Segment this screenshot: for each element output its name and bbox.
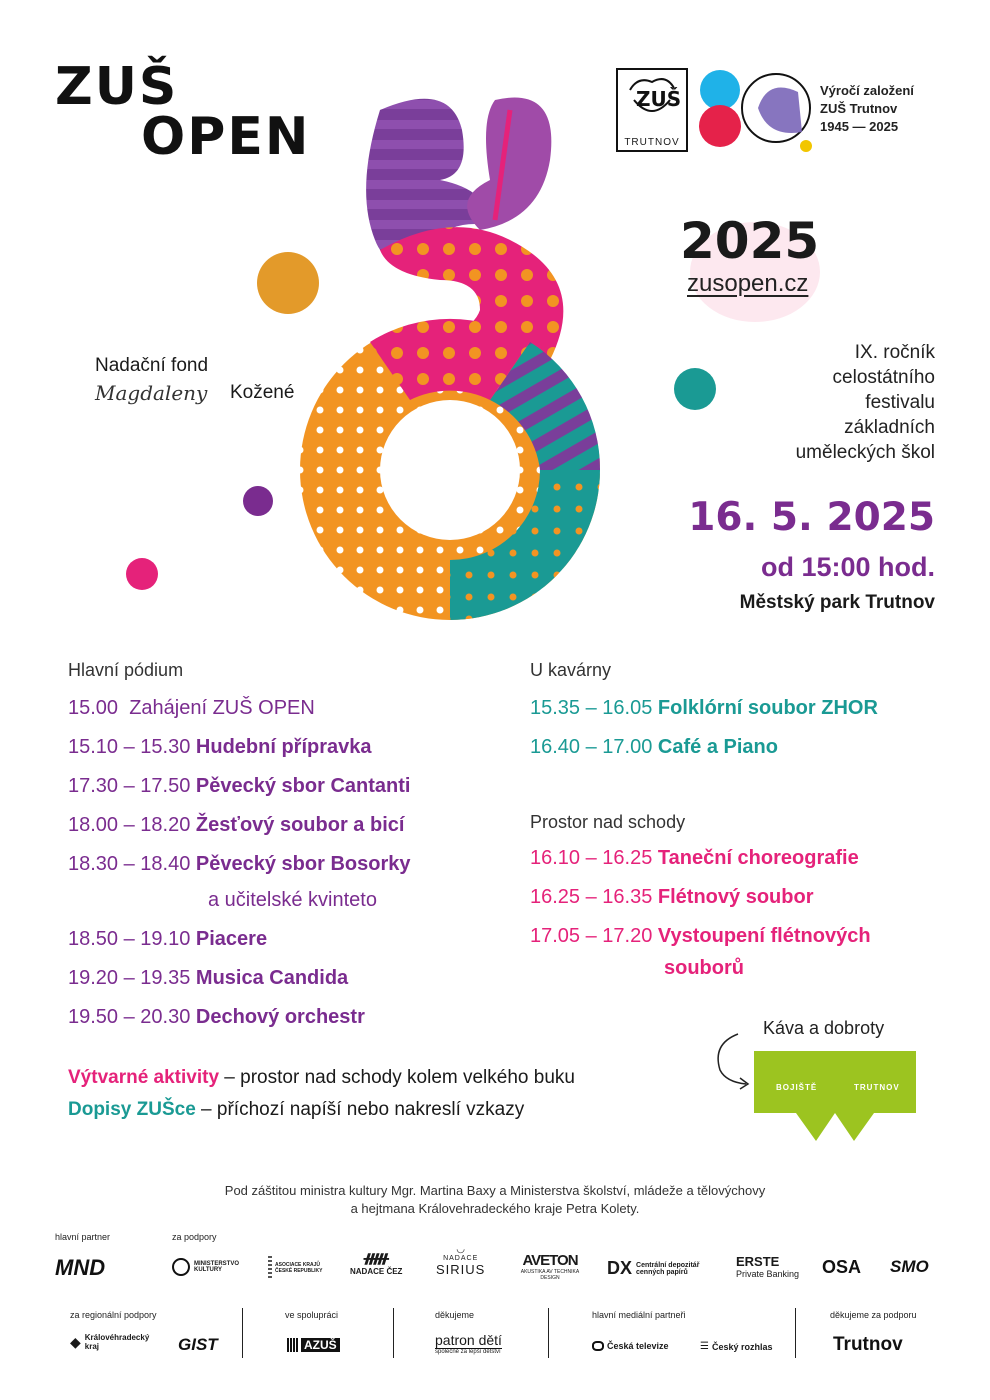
ct-icon <box>592 1341 604 1351</box>
curved-arrow-icon <box>710 1030 760 1090</box>
sirius-text1: NADACE <box>443 1255 479 1262</box>
schedule-time: 16.25 – 16.35 <box>530 886 653 908</box>
festival-place: Městský park Trutnov <box>739 592 935 613</box>
sponsor-azus <box>287 1338 340 1352</box>
zus-s-artwork <box>150 80 670 620</box>
ministry-text: MINISTERSTVO KULTURY <box>194 1261 240 1273</box>
sponsor-nadace-cez <box>350 1250 402 1276</box>
main-stage-schedule <box>68 660 410 1029</box>
foundation-line1: Nadační fond <box>95 355 209 376</box>
cro-text: Český rozhlas <box>711 1341 773 1352</box>
festival-line: základních <box>844 417 935 438</box>
schedule-name: Folklórní soubor ZHOR <box>657 697 878 719</box>
sponsor-aveton <box>520 1252 580 1281</box>
divider <box>242 1308 243 1358</box>
activity-desc: – příchozí napíší nebo nakreslí vzkazy <box>195 1099 525 1120</box>
festival-year: 2025 <box>680 212 820 270</box>
sponsor-ct <box>592 1341 669 1351</box>
ct-text: Česká televize <box>607 1341 669 1351</box>
sponsor-cro <box>700 1341 773 1352</box>
schedule-name: Hudební přípravka <box>195 736 372 758</box>
sponsor-trutnov: Trutnov <box>833 1334 903 1355</box>
cafe-title: U kavárny <box>530 660 612 680</box>
schedule-time: 19.50 – 20.30 <box>68 1006 191 1028</box>
festival-line: festivalu <box>865 392 935 413</box>
anniversary-80-logo <box>698 68 816 154</box>
schedule-item <box>68 696 410 720</box>
schedule-time: 16.40 – 17.00 <box>530 736 653 758</box>
festival-line: celostátního <box>832 367 935 388</box>
sponsor-patron-deti <box>435 1332 502 1355</box>
coffee-logo-left: BOJIŠTĚ <box>776 1083 818 1092</box>
depozitar-text: Centrální depozitář cenných papírů <box>636 1261 700 1276</box>
patron-text: patron dětí <box>435 1332 502 1348</box>
sponsor-gist: GIST <box>178 1335 218 1354</box>
sirius-text2: SIRIUS <box>436 1262 486 1277</box>
anniversary-line3: 1945 — 2025 <box>820 119 899 134</box>
schedule-name: Žesťový soubor a bicí <box>195 814 405 836</box>
schedule-time: 17.05 – 17.20 <box>530 925 653 947</box>
schedule-item <box>530 735 878 759</box>
asociace-text: ASOCIACE KRAJŮ ČESKÉ REPUBLIKY <box>275 1262 323 1274</box>
divider <box>548 1308 549 1358</box>
kraj-icon: ◆ <box>70 1333 81 1350</box>
logo-line2: OPEN <box>141 107 311 167</box>
coffee-logo-right: TRUTNOV <box>854 1083 900 1092</box>
sponsor-kraj <box>70 1333 150 1351</box>
activity-row <box>68 1099 524 1121</box>
thanks-support-label: děkujeme za podporu <box>830 1310 917 1320</box>
regional-label: za regionální podpory <box>70 1310 157 1320</box>
coffee-label: Káva a dobroty <box>763 1018 885 1038</box>
ministry-icon <box>172 1258 190 1276</box>
divider <box>795 1308 796 1358</box>
stairs-title: Prostor nad schody <box>530 812 686 832</box>
schedule-name: Zahájení ZUŠ OPEN <box>129 697 315 719</box>
sponsor-sirius <box>436 1244 485 1277</box>
coffee-logo-shape <box>754 1051 916 1141</box>
anniversary-text <box>820 82 914 136</box>
sponsor-ministerstvo <box>172 1258 246 1276</box>
schedule-time: 15.00 <box>68 697 119 719</box>
sponsor-osa: OSA <box>822 1257 862 1277</box>
schedule-name: Pěvecký sbor Cantanti <box>195 775 411 797</box>
schedule-name: Musica Candida <box>195 967 349 989</box>
activity-row <box>68 1067 575 1089</box>
sirius-icon: ◡ <box>456 1244 466 1255</box>
schedule-item <box>68 774 410 798</box>
activity-name: Dopisy ZUŠce <box>68 1099 196 1120</box>
festival-description <box>695 340 935 465</box>
anniversary-line2: ZUŠ Trutnov <box>820 101 898 116</box>
festival-date: 16. 5. 2025 <box>688 495 935 540</box>
activity-desc: – prostor nad schody kolem velkého buku <box>219 1067 575 1088</box>
deco-dot-pink <box>126 558 158 590</box>
support-label: za podpory <box>172 1232 217 1242</box>
sponsor-asociace <box>268 1256 335 1280</box>
activity-name: Výtvarné aktivity <box>68 1067 220 1088</box>
schedule-item <box>530 924 871 948</box>
schedule-name-extra: souborů <box>664 957 744 979</box>
aveton-text: AVETON <box>522 1252 578 1269</box>
schedule-time: 16.10 – 16.25 <box>530 847 653 869</box>
schedule-item <box>68 927 410 951</box>
schedule-time: 15.35 – 16.05 <box>530 697 653 719</box>
schedule-time: 19.20 – 19.35 <box>68 967 191 989</box>
schedule-name: Taneční choreografie <box>657 847 859 869</box>
foundation-signature-text: Magdaleny <box>95 381 208 405</box>
stairs-schedule <box>530 812 871 980</box>
schedule-time: 18.30 – 18.40 <box>68 853 191 875</box>
cez-text: NADACE ČEZ <box>350 1267 403 1276</box>
deco-dot-purple <box>243 486 273 516</box>
divider <box>393 1308 394 1358</box>
schedule-item <box>68 852 410 876</box>
s-ring-hole <box>380 400 520 540</box>
schedule-name: Pěvecký sbor Bosorky <box>195 853 411 875</box>
schedule-item <box>68 1005 410 1029</box>
sponsor-depozitar <box>607 1258 704 1279</box>
schedule-item <box>530 846 871 870</box>
thanks-label: děkujeme <box>435 1310 475 1320</box>
sponsor-erste <box>736 1254 799 1279</box>
schedule-item <box>68 966 410 990</box>
schedule-item <box>530 696 878 720</box>
festival-line: IX. ročník <box>854 342 935 363</box>
festival-line: uměleckých škol <box>795 442 935 463</box>
depozitar-icon: DX <box>607 1258 633 1278</box>
schedule-time: 15.10 – 15.30 <box>68 736 191 758</box>
aveton-sub: AKUSTIKA AV TECHNIKA DESIGN <box>520 1269 580 1281</box>
cez-icon: ᚏ <box>363 1250 389 1266</box>
schedule-item-extra: a učitelské kvinteto <box>208 889 377 911</box>
cooperation-label: ve spolupráci <box>285 1310 339 1320</box>
patron-sub: společně za lepší dětství <box>435 1349 501 1355</box>
schedule-name: Flétnový soubor <box>657 886 814 908</box>
azus-text: AZUŠ <box>301 1338 340 1352</box>
schedule-item <box>68 813 410 837</box>
main-partner-label: hlavní partner <box>55 1232 111 1242</box>
media-partners-label: hlavní mediální partneři <box>592 1310 686 1320</box>
schedule-name: Vystoupení flétnových <box>657 925 871 947</box>
logo-line1: ZUŠ <box>55 57 179 117</box>
website-link[interactable]: zusopen.cz <box>687 270 809 297</box>
patronage-line1: Pod záštitou ministra kultury Mgr. Martina Baxy a Ministerstva školství, mládeže a tělovýchovy <box>224 1183 766 1198</box>
sponsor-smo: SMO <box>890 1257 929 1276</box>
anniversary-line1: Výročí založení <box>820 83 914 98</box>
patronage-line2: a hejtmana Královehradeckého kraje Petra Kolety. <box>350 1201 640 1216</box>
schedule-item <box>530 885 871 909</box>
erste-sub: Private Banking <box>736 1269 800 1279</box>
festival-time: od 15:00 hod. <box>760 552 935 582</box>
cafe-schedule <box>530 660 878 759</box>
foundation-logo <box>95 355 315 405</box>
schedule-name: Dechový orchestr <box>195 1006 365 1028</box>
schedule-item <box>68 735 410 759</box>
schedule-time: 17.30 – 17.50 <box>68 775 191 797</box>
schedule-name: Café a Piano <box>657 736 778 758</box>
erste-text: ERSTE <box>736 1254 780 1269</box>
coffee-vendor-logo <box>754 1051 916 1141</box>
kraj-text: Královéhradecký kraj <box>84 1333 150 1351</box>
main-stage-title: Hlavní pódium <box>68 660 184 680</box>
schedule-time: 18.00 – 18.20 <box>68 814 191 836</box>
cro-icon: ☰ <box>700 1341 709 1352</box>
schedule-name: Piacere <box>195 928 268 950</box>
schedule-item-extra <box>530 956 871 980</box>
sponsor-mnd: MND <box>55 1255 106 1280</box>
patronage-text <box>60 1182 930 1218</box>
foundation-line2: Kožené <box>230 382 295 403</box>
svg-text:ZUŠ: ZUŠ <box>636 87 682 111</box>
schedule-time: 18.50 – 19.10 <box>68 928 191 950</box>
asociace-icon <box>268 1256 272 1280</box>
school-logo-text: TRUTNOV <box>624 137 680 148</box>
azus-icon <box>287 1338 299 1352</box>
deco-dot-orange <box>257 252 319 314</box>
